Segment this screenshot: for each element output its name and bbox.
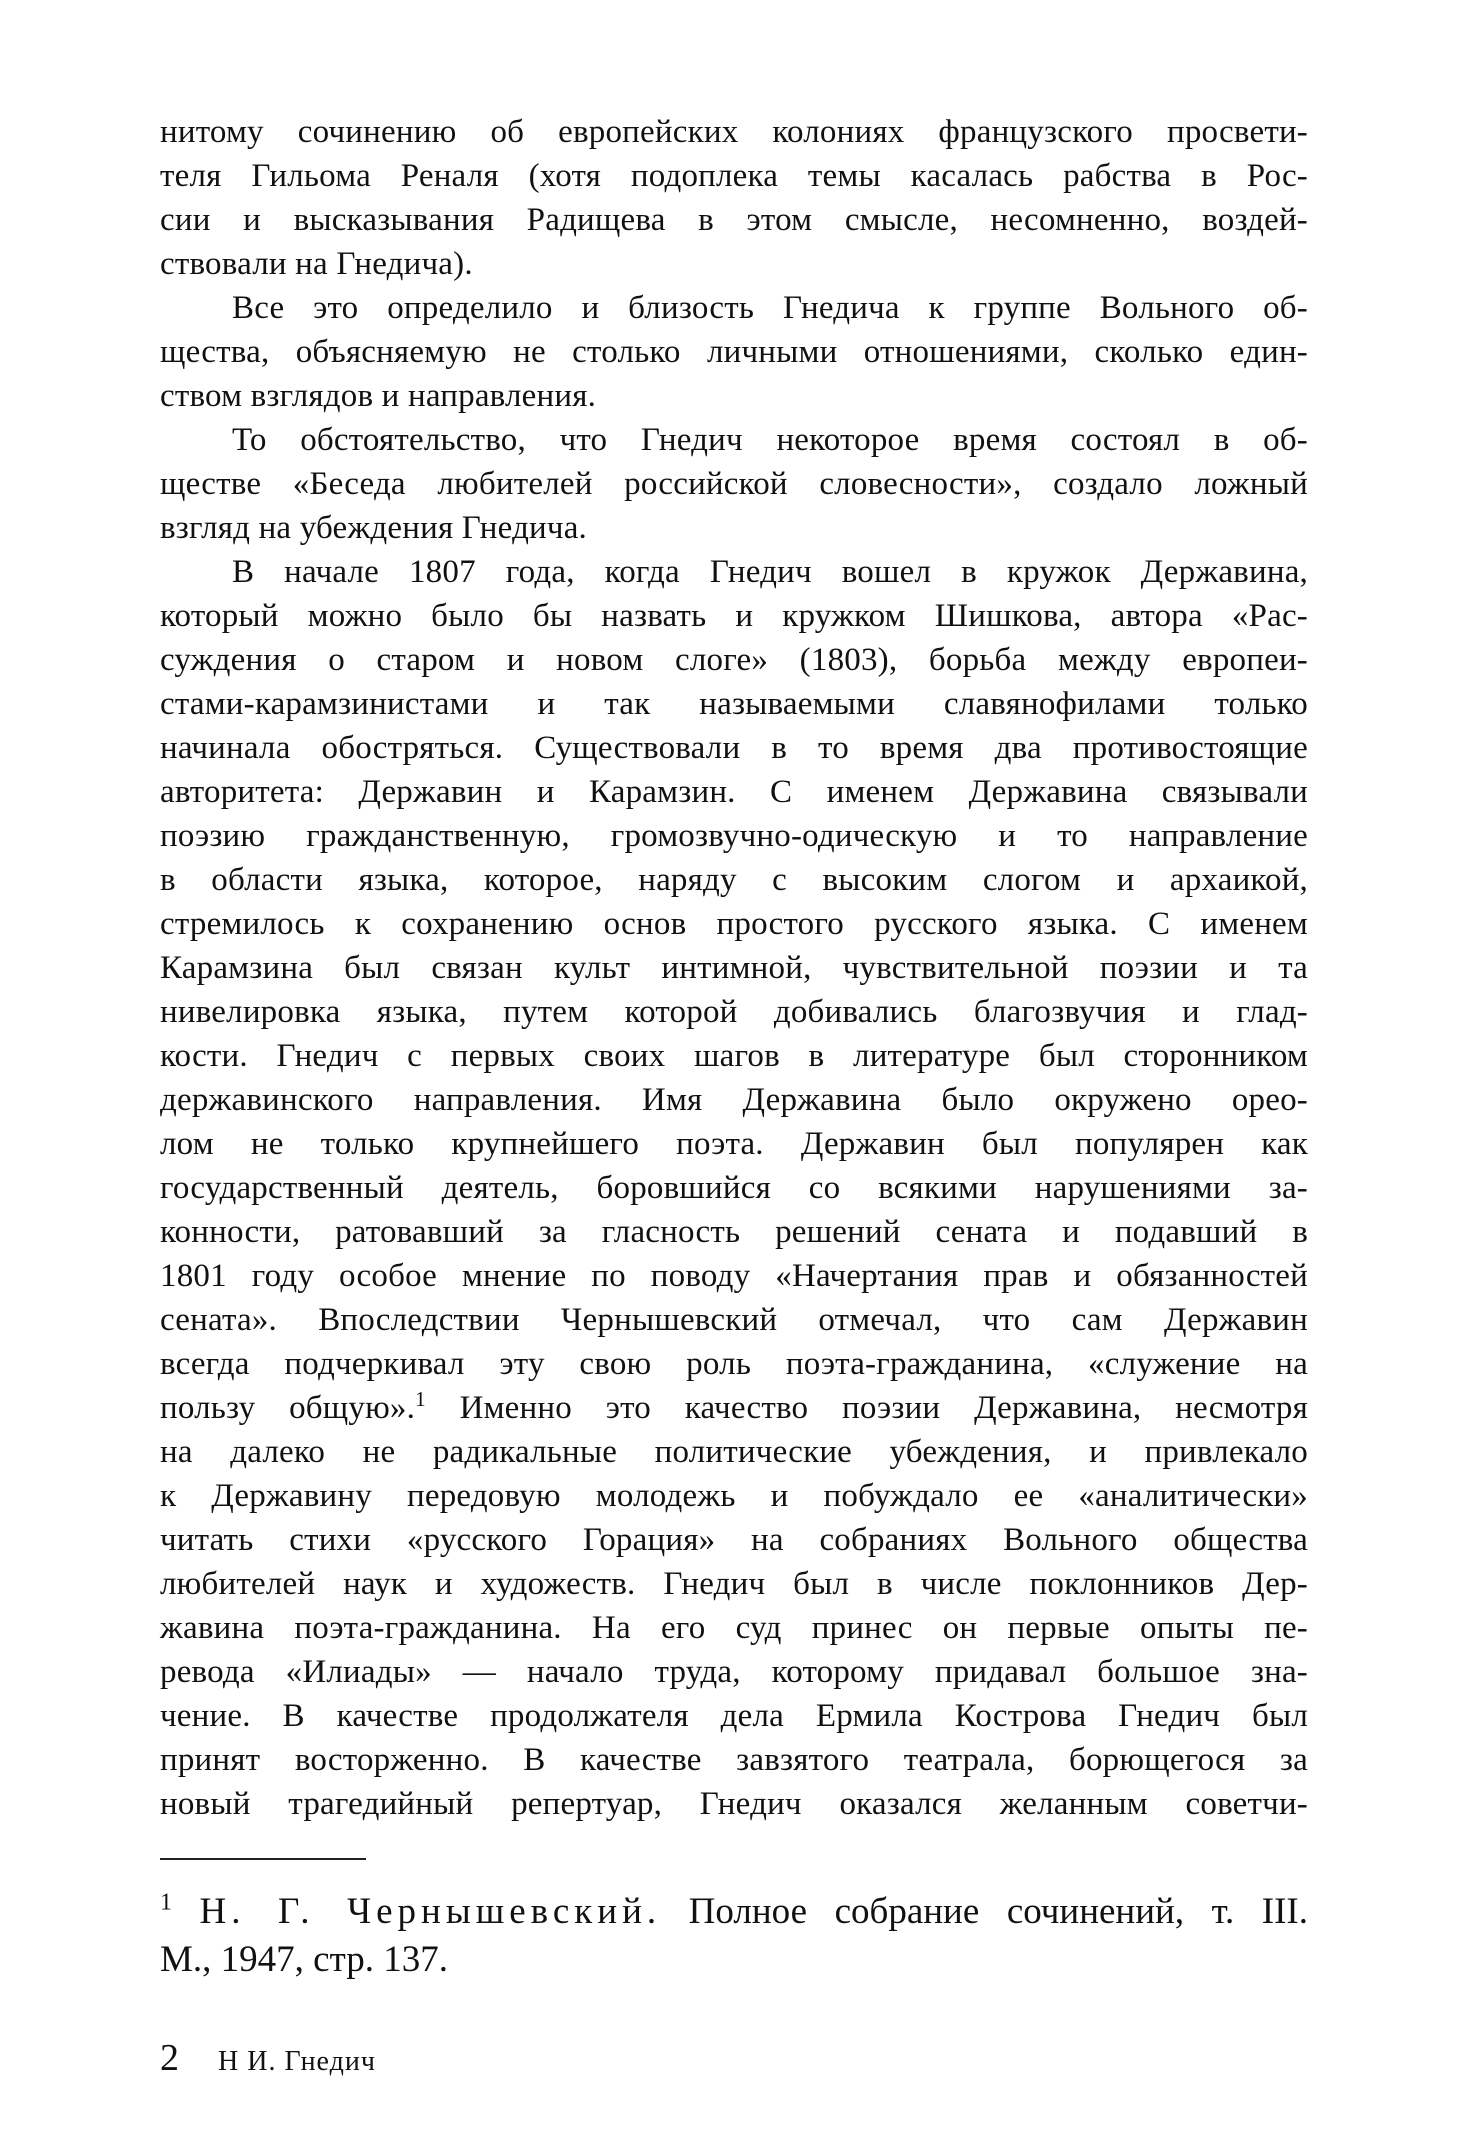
text-line: Карамзина был связан культ интимной, чувствительной поэзии и та	[160, 950, 1308, 986]
text-line: суждения о старом и новом слоге» (1803), борьба между европеи-	[160, 642, 1308, 678]
text-line: стремилось к сохранению основ простого русского языка. С именем	[160, 906, 1308, 942]
signature-mark: Н И. Гнедич	[218, 2046, 376, 2077]
text-line: В начале 1807 года, когда Гнедич вошел в кружок Державина,	[232, 554, 1308, 590]
footnote-marker: 1	[160, 1889, 172, 1916]
text-line: нитому сочинению об европейских колониях французского просвети-	[160, 114, 1308, 150]
text-line: к Державину передовую молодежь и побуждало ее «аналитически»	[160, 1478, 1308, 1514]
text-line: ством взглядов и направления.	[160, 378, 597, 414]
text-line: ствовали на Гнедича).	[160, 246, 473, 282]
text-line: поэзию гражданственную, громозвучно-одическую и то направление	[160, 818, 1308, 854]
text-line: любителей наук и художеств. Гнедич был в числе поклонников Дер-	[160, 1566, 1308, 1602]
text-line: в области языка, которое, наряду с высоким слогом и архаикой,	[160, 862, 1308, 898]
text-segment: Именно это качество поэзии Державина, несмотря	[425, 1390, 1308, 1426]
text-line: читать стихи «русского Горация» на собраниях Вольного общества	[160, 1522, 1308, 1558]
text-line: на далеко не радикальные политические убеждения, и привлекало	[160, 1434, 1308, 1470]
text-line: чение. В качестве продолжателя дела Ермила Кострова Гнедич был	[160, 1698, 1308, 1734]
text-line: конности, ратовавший за гласность решений сената и подавший в	[160, 1214, 1308, 1250]
text-line: который можно было бы назвать и кружком Шишкова, автора «Рас-	[160, 598, 1308, 634]
text-line: щества, объясняемую не столько личными отношениями, сколько един-	[160, 334, 1308, 370]
text-line: жавина поэта-гражданина. На его суд принес он первые опыты пе-	[160, 1610, 1308, 1646]
text-line: взгляд на убеждения Гнедича.	[160, 510, 588, 546]
text-line: ществе «Беседа любителей российской словесности», создало ложный	[160, 466, 1308, 502]
text-line: лом не только крупнейшего поэта. Державин был популярен как	[160, 1126, 1308, 1162]
text-line: всегда подчеркивал эту свою роль поэта-гражданина, «служение на	[160, 1346, 1308, 1382]
page-number: 2	[160, 2037, 179, 2079]
text-line: сената». Впоследствии Чернышевский отмечал, что сам Державин	[160, 1302, 1308, 1338]
text-line: сии и высказывания Радищева в этом смысле, несомненно, воздей-	[160, 202, 1308, 238]
text-line: новый трагедийный репертуар, Гнедич оказался желанным советчи-	[160, 1786, 1308, 1822]
footnote-line	[160, 1888, 1308, 1936]
text-segment: пользу общую».	[160, 1390, 416, 1426]
footnote-author: Н. Г. Чернышевский.	[199, 1891, 662, 1932]
footnote-text: Полное собрание сочинений, т. III.	[661, 1891, 1309, 1932]
text-line: 1801 году особое мнение по поводу «Начертания прав и обязанностей	[160, 1258, 1308, 1294]
footnote-divider	[160, 1858, 366, 1860]
text-line: принят восторженно. В качестве завзятого театрала, борющегося за	[160, 1742, 1308, 1778]
text-line: ревода «Илиады» — начало труда, которому придавал большое зна-	[160, 1654, 1308, 1690]
text-line: начинала обостряться. Существовали в то время два противостоящие	[160, 730, 1308, 766]
text-line: нивелировка языка, путем которой добивались благозвучия и глад-	[160, 994, 1308, 1030]
text-line: стами-карамзинистами и так называемыми славянофилами только	[160, 686, 1308, 722]
text-line-with-footnote-ref	[160, 1386, 1308, 1430]
text-line: теля Гильома Реналя (хотя подоплека темы касалась рабства в Рос-	[160, 158, 1308, 194]
main-text	[160, 110, 1308, 1826]
text-line: авторитета: Державин и Карамзин. С именем Державина связывали	[160, 774, 1308, 810]
text-line: То обстоятельство, что Гнедич некоторое время состоял в об-	[232, 422, 1308, 458]
footnote-line: М., 1947, стр. 137.	[160, 1939, 448, 1980]
text-line: Все это определило и близость Гнедича к группе Вольного об-	[232, 290, 1308, 326]
text-line: кости. Гнедич с первых своих шагов в литературе был сторонником	[160, 1038, 1308, 1074]
text-line: державинского направления. Имя Державина было окружено орео-	[160, 1082, 1308, 1118]
footnote-reference[interactable]: 1	[415, 1387, 426, 1411]
footnote	[160, 1888, 1308, 1984]
text-line: государственный деятель, боровшийся со всякими нарушениями за-	[160, 1170, 1308, 1206]
